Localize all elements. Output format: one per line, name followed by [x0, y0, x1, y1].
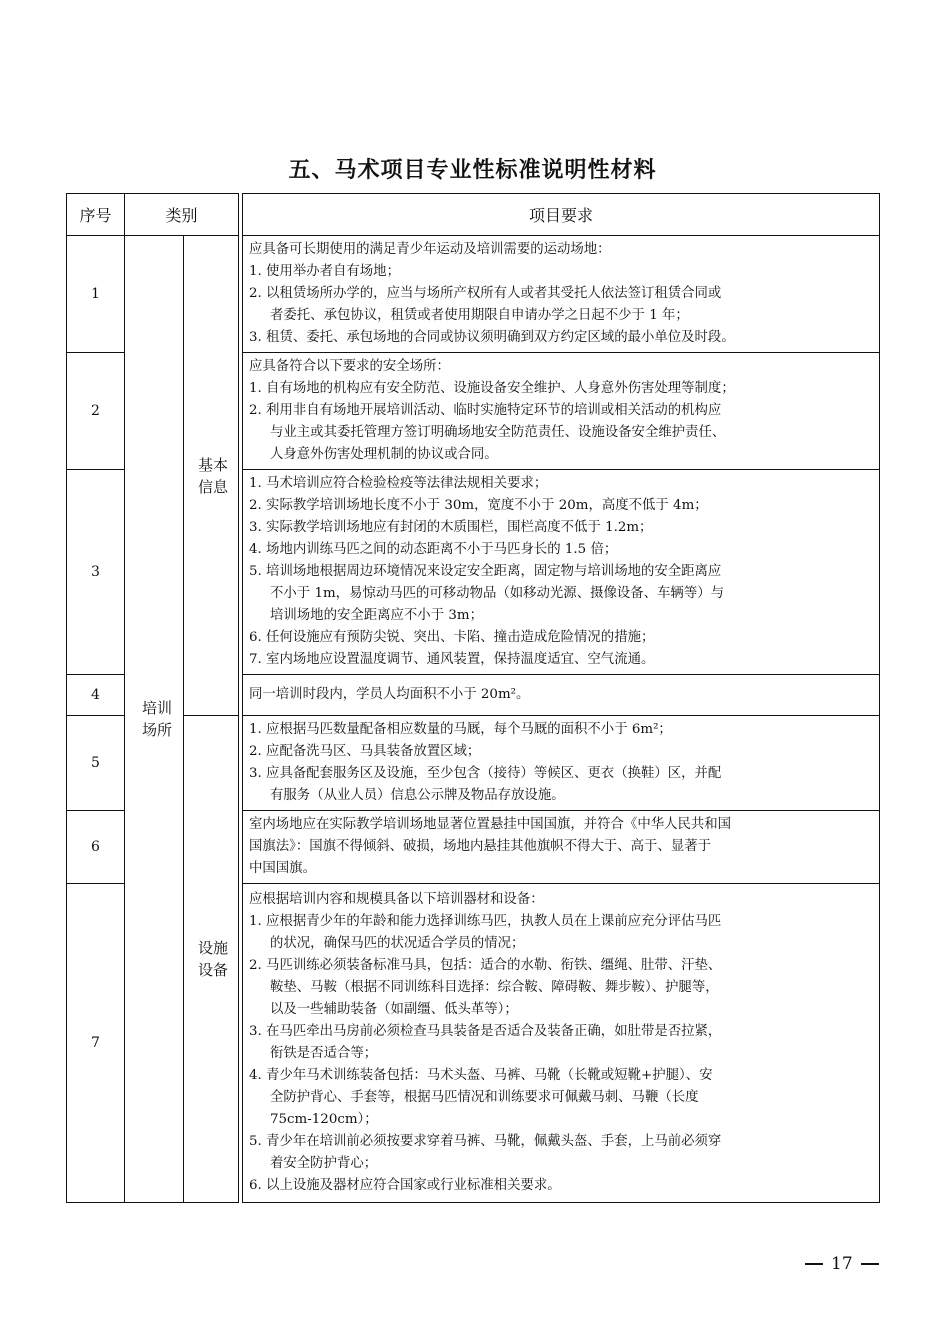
row-number: 5 — [67, 716, 125, 811]
requirement-line: 应具备符合以下要求的安全场所： — [249, 359, 450, 374]
dash-left — [805, 1263, 823, 1265]
category-site: 培训场所 — [125, 236, 184, 1203]
requirement-line: 5. 青少年在培训前必须按要求穿着马裤、马靴，佩戴头盔、手套，上马前必须穿 — [249, 1134, 722, 1149]
requirement-line: 室内场地应在实际教学培训场地显著位置悬挂中国国旗，并符合《中华人民共和国 — [249, 817, 732, 832]
header-category: 类别 — [125, 194, 239, 236]
requirement-line: 1. 应根据青少年的年龄和能力选择训练马匹，执教人员在上课前应充分评估马匹 — [249, 914, 722, 929]
dash-right — [861, 1263, 879, 1265]
requirement-line: 国旗法》：国旗不得倾斜、破损，场地内悬挂其他旗帜不得大于、高于、显著于 — [249, 839, 711, 854]
requirement-line: 1. 使用举办者自有场地； — [249, 264, 400, 279]
requirement-line: 应根据培训内容和规模具备以下培训器材和设备： — [249, 892, 544, 907]
requirement-line: 有服务（从业人员）信息公示牌及物品存放设施。 — [270, 788, 565, 803]
requirement-line: 鞍垫、马鞍（根据不同训练科目选择：综合鞍、障碍鞍、舞步鞍）、护腿等， — [270, 980, 719, 995]
page-number — [805, 1254, 879, 1274]
requirement-line: 3. 实际教学培训场地应有封闭的木质围栏，围栏高度不低于 1.2m； — [249, 520, 653, 535]
requirement-line: 3. 租赁、委托、承包场地的合同或协议须明确到双方约定区域的最小单位及时段。 — [249, 330, 735, 345]
header-num: 序号 — [67, 194, 125, 236]
page-title: 五、马术项目专业性标准说明性材料 — [288, 158, 657, 183]
requirement-line: 与业主或其委托管理方签订明确场地安全防范责任、设施设备安全维护责任、 — [270, 425, 726, 440]
requirement-cell — [243, 353, 880, 470]
requirement-line: 2. 马匹训练必须装备标准马具，包括：适合的水勒、衔铁、缰绳、肚带、汗垫、 — [249, 958, 722, 973]
requirement-line: 5. 培训场地根据周边环境情况来设定安全距离，固定物与培训场地的安全距离应 — [249, 564, 722, 579]
row-number: 1 — [67, 236, 125, 353]
requirement-line: 1. 自有场地的机构应有安全防范、设施设备安全维护、人身意外伤害处理等制度； — [249, 381, 735, 396]
requirement-line: 4. 青少年马术训练装备包括：马术头盔、马裤、马靴（长靴或短靴+护腿）、安 — [249, 1068, 713, 1083]
table-row — [67, 236, 880, 353]
requirement-line: 6. 以上设施及器材应符合国家或行业标准相关要求。 — [249, 1178, 561, 1193]
requirement-cell — [243, 716, 880, 811]
requirement-line: 全防护背心、手套等，根据马匹情况和训练要求可佩戴马刺、马鞭（长度 — [270, 1090, 699, 1105]
requirement-line: 培训场地的安全距离应不小于 3m； — [270, 608, 483, 623]
table-row — [67, 716, 880, 811]
header-requirements: 项目要求 — [243, 194, 880, 236]
requirement-line: 2. 应配备洗马区、马具装备放置区域； — [249, 744, 481, 759]
requirement-line: 者委托、承包协议，租赁或者使用期限自申请办学之日起不少于 1 年； — [270, 308, 689, 323]
requirement-line: 2. 利用非自有场地开展培训活动、临时实施特定环节的培训或相关活动的机构应 — [249, 403, 722, 418]
requirement-line: 以及一些辅助装备（如副缰、低头革等）； — [270, 1002, 518, 1017]
page-number-text: 17 — [831, 1254, 853, 1274]
category-facility: 设施设备 — [184, 716, 239, 1203]
requirement-line: 不小于 1m，易惊动马匹的可移动物品（如移动光源、摄像设备、车辆等）与 — [270, 586, 724, 601]
requirement-line: 衔铁是否适合等； — [270, 1046, 378, 1061]
requirement-cell — [243, 470, 880, 675]
requirement-cell — [243, 884, 880, 1203]
requirement-line: 中国国旗。 — [249, 861, 316, 876]
requirement-cell — [243, 675, 880, 716]
table-header-row — [67, 194, 880, 236]
requirement-line: 4. 场地内训练马匹之间的动态距离不小于马匹身长的 1.5 倍； — [249, 542, 618, 557]
requirement-line: 3. 应具备配套服务区及设施，至少包含（接待）等候区、更衣（换鞋）区，并配 — [249, 766, 722, 781]
row-number: 6 — [67, 811, 125, 884]
row-number: 3 — [67, 470, 125, 675]
requirement-line: 1. 马术培训应符合检验检疫等法律法规相关要求； — [249, 476, 548, 491]
requirement-line: 6. 任何设施应有预防尖锐、突出、卡陷、撞击造成危险情况的措施； — [249, 630, 655, 645]
requirement-line: 人身意外伤害处理机制的协议或合同。 — [270, 447, 498, 462]
requirement-line: 同一培训时段内，学员人均面积不小于 20m²。 — [249, 687, 530, 702]
requirement-line: 1. 应根据马匹数量配备相应数量的马厩，每个马厩的面积不小于 6m²； — [249, 722, 672, 737]
requirement-cell — [243, 236, 880, 353]
row-number: 2 — [67, 353, 125, 470]
requirement-line: 着安全防护背心； — [270, 1156, 378, 1171]
requirement-line: 2. 以租赁场所办学的，应当与场所产权所有人或者其受托人依法签订租赁合同或 — [249, 286, 722, 301]
standards-table — [66, 193, 880, 1203]
category-basic: 基本信息 — [184, 236, 239, 716]
requirement-line: 75cm-120cm）； — [270, 1112, 378, 1127]
requirement-line: 应具备可长期使用的满足青少年运动及培训需要的运动场地： — [249, 242, 611, 257]
requirement-line: 的状况，确保马匹的状况适合学员的情况； — [270, 936, 525, 951]
requirement-line: 7. 室内场地应设置温度调节、通风装置，保持温度适宜、空气流通。 — [249, 652, 655, 667]
requirement-cell — [243, 811, 880, 884]
requirement-line: 2. 实际教学培训场地长度不小于 30m，宽度不小于 20m，高度不低于 4m； — [249, 498, 708, 513]
row-number: 4 — [67, 675, 125, 716]
row-number: 7 — [67, 884, 125, 1203]
requirement-line: 3. 在马匹牵出马房前必须检查马具装备是否适合及装备正确，如肚带是否拉紧， — [249, 1024, 722, 1039]
